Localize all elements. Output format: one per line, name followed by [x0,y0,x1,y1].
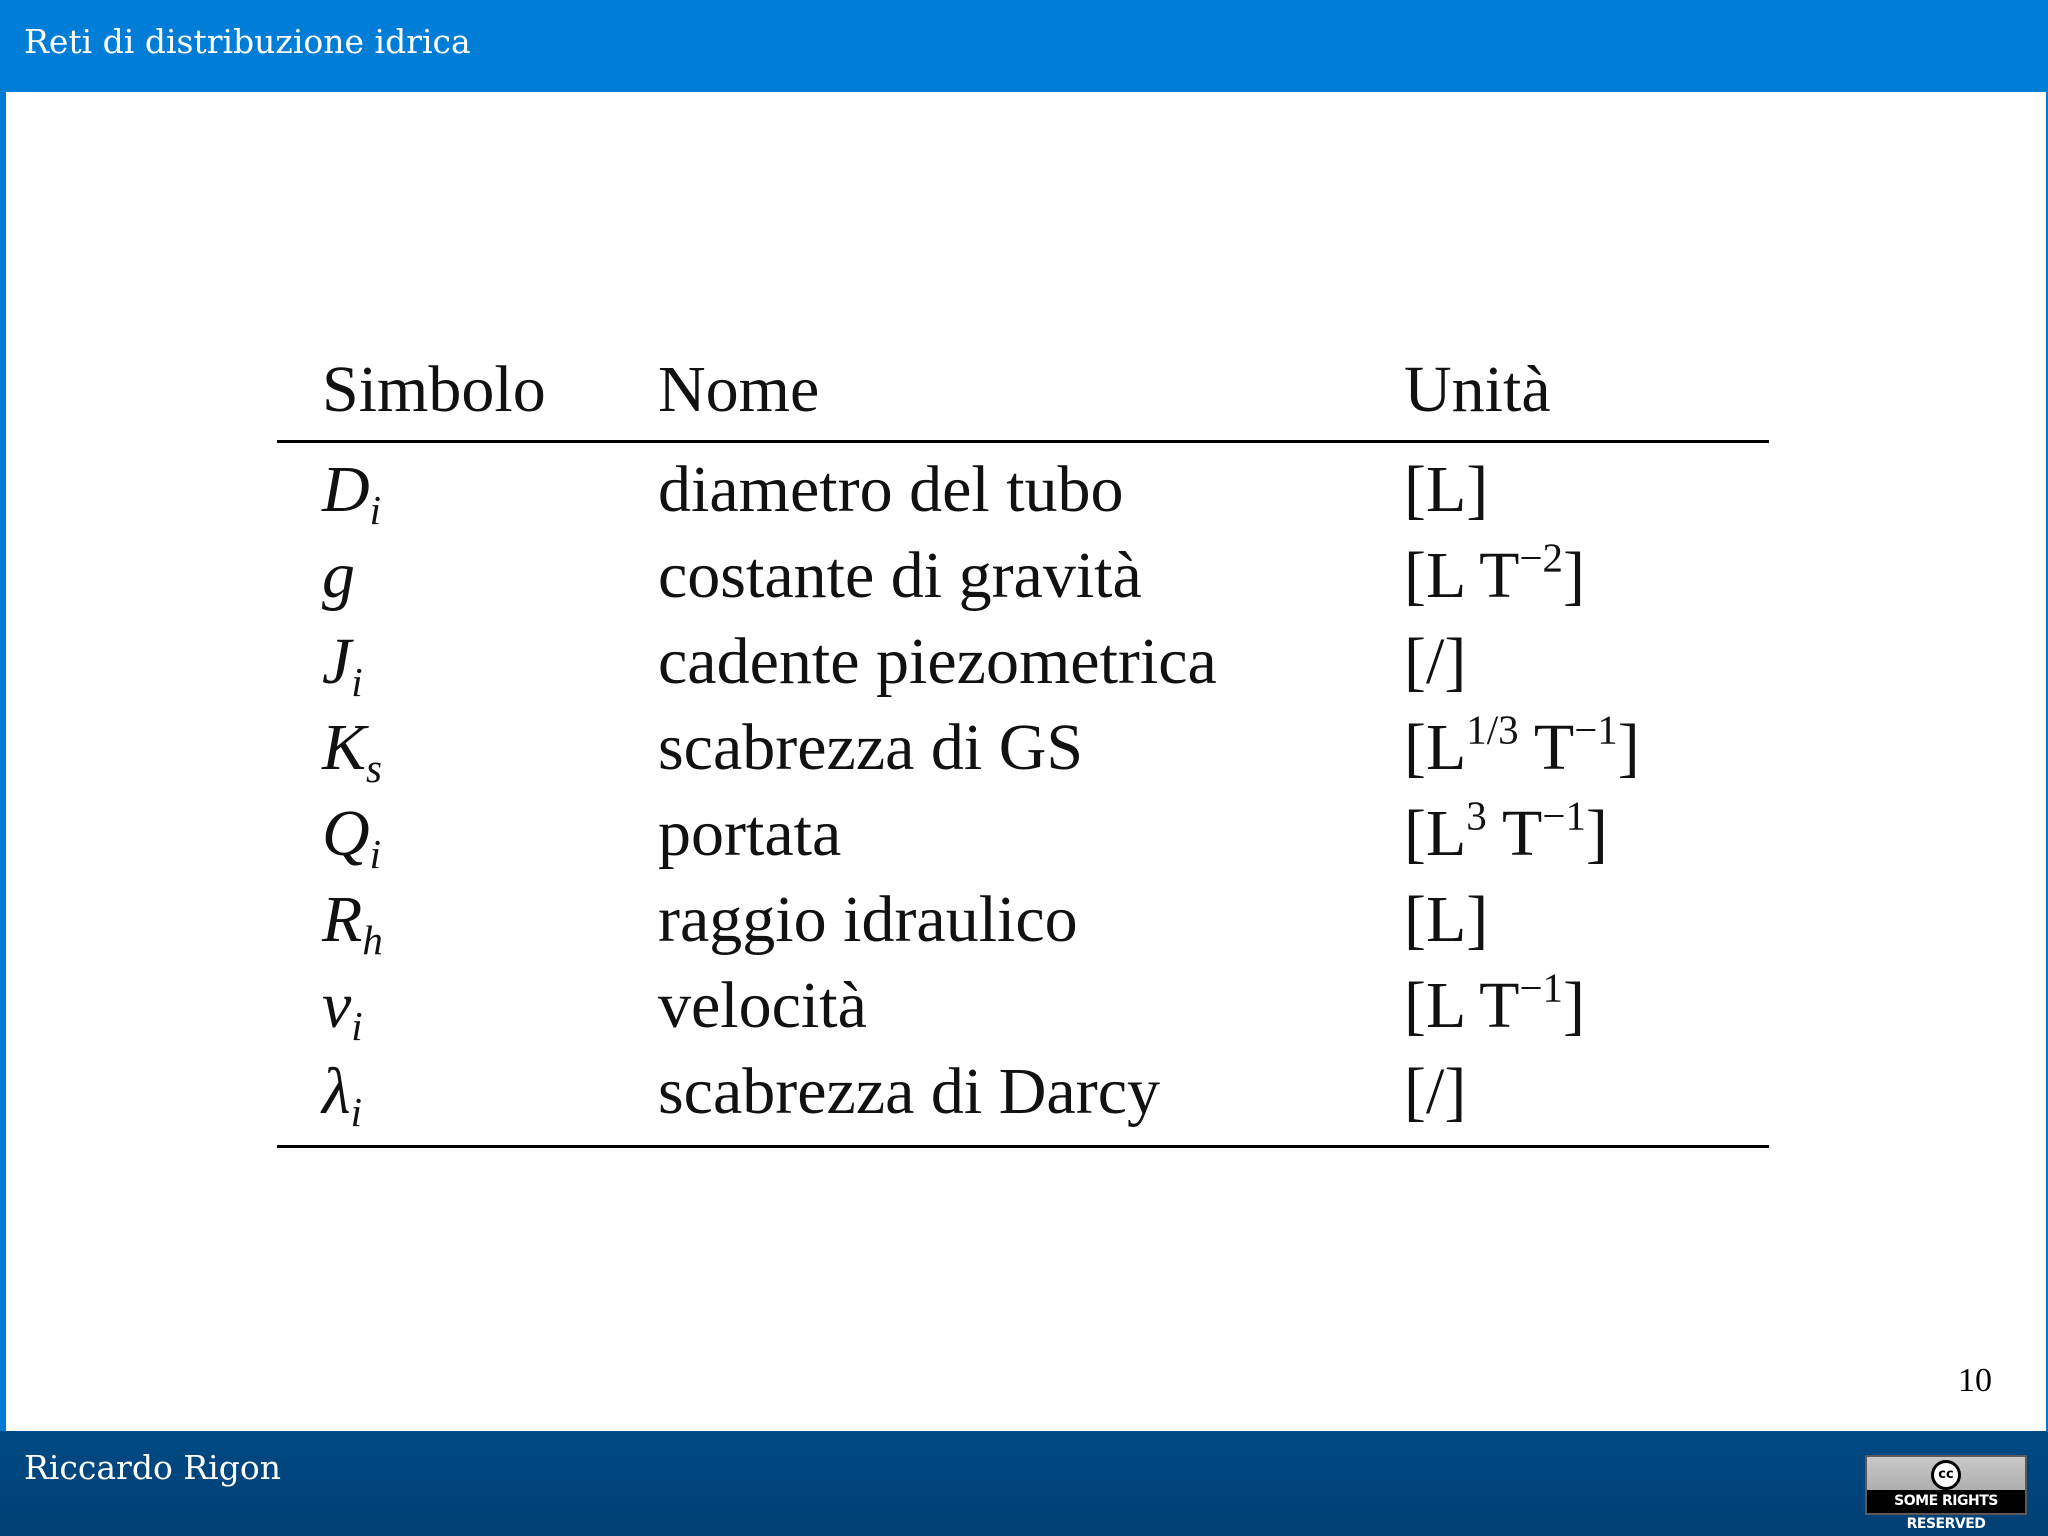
unit-text: [/] [1404,625,1467,698]
symbol-main: λ [322,1055,351,1128]
unit-cell [1404,619,1769,705]
table-row [277,1049,1769,1147]
math-symbol [322,883,383,964]
unit-text: [/] [1404,1055,1467,1128]
symbol-main: J [322,625,352,698]
symbol-main: Q [322,797,370,870]
math-symbol [322,625,363,706]
unit-text: [L [1404,711,1467,784]
unit-text: [L] [1404,883,1489,956]
name-cell: scabrezza di GS [658,711,1084,784]
footer-author: Riccardo Rigon [24,1448,281,1487]
unit-text: T [1486,797,1543,870]
name-cell: raggio idraulico [658,883,1078,956]
table-header-row [277,334,1769,442]
math-symbol [322,797,382,878]
table-row [277,533,1769,619]
unit-cell [1404,1049,1769,1147]
unit-text: [L T [1404,539,1520,612]
symbol-cell [277,619,658,705]
unit-cell [1404,442,1769,534]
name-cell: velocità [658,969,867,1042]
math-symbol [322,539,355,612]
slide-title: Reti di distribuzione idrica [24,22,471,61]
table-row [277,619,1769,705]
symbol-cell [277,705,658,791]
unit-cell [1404,877,1769,963]
unit-text: ] [1617,711,1640,784]
symbol-subscript: i [350,1090,362,1136]
unit-text: [L [1404,797,1467,870]
symbol-main: R [322,883,363,956]
column-header-symbol: Simbolo [277,334,658,442]
page-number: 10 [1958,1362,1992,1399]
table-row [277,705,1769,791]
unit-cell [1404,963,1769,1049]
cc-icon: cc [1931,1460,1961,1490]
column-header-unit: Unità [1404,334,1769,442]
table-row [277,963,1769,1049]
name-cell: cadente piezometrica [658,625,1217,698]
symbol-main: D [322,453,370,526]
unit-exponent: −1 [1519,965,1563,1011]
math-symbol [322,1055,362,1136]
math-symbol [322,969,363,1050]
unit-exponent: 1/3 [1466,707,1519,753]
symbol-main: K [322,711,367,784]
symbol-cell [277,1049,658,1147]
name-cell: diametro del tubo [658,453,1124,526]
math-symbol [322,453,382,534]
table-body [277,442,1769,1147]
name-cell: scabrezza di Darcy [658,1049,1404,1147]
table-row [277,791,1769,877]
unit-text: [L] [1404,453,1489,526]
symbol-cell [277,442,658,534]
symbol-subscript: h [362,918,383,964]
unit-text: ] [1585,797,1608,870]
name-cell: costante di gravità [658,539,1142,612]
unit-text: ] [1563,539,1585,612]
symbol-subscript: i [351,1004,363,1050]
unit-text: ] [1563,969,1585,1042]
math-symbol [322,711,382,792]
symbol-subscript: i [351,660,363,706]
symbol-main: v [322,969,352,1042]
symbol-subscript: s [366,746,382,792]
cc-badge-label: SOME RIGHTS RESERVED [1867,1490,2025,1513]
column-header-name: Nome [658,334,1404,442]
symbol-subscript: i [369,832,382,878]
unit-exponent: −2 [1519,535,1563,581]
name-cell: portata [658,797,842,870]
unit-exponent: −1 [1574,707,1618,753]
unit-exponent: −1 [1542,793,1586,839]
symbol-table [277,334,1769,1148]
symbol-cell [277,877,658,963]
symbol-cell [277,963,658,1049]
table-row [277,877,1769,963]
symbol-table-container [277,334,1769,1148]
unit-text: [L T [1404,969,1520,1042]
symbol-cell [277,791,658,877]
unit-cell [1404,705,1769,791]
unit-exponent: 3 [1466,793,1487,839]
unit-cell [1404,791,1769,877]
symbol-cell [277,533,658,619]
symbol-main: g [322,539,355,612]
slide-footer [0,1431,2048,1536]
symbol-subscript: i [369,488,382,534]
creative-commons-badge[interactable] [1865,1455,2027,1532]
unit-cell [1404,533,1769,619]
table-row [277,442,1769,534]
unit-text: T [1518,711,1575,784]
